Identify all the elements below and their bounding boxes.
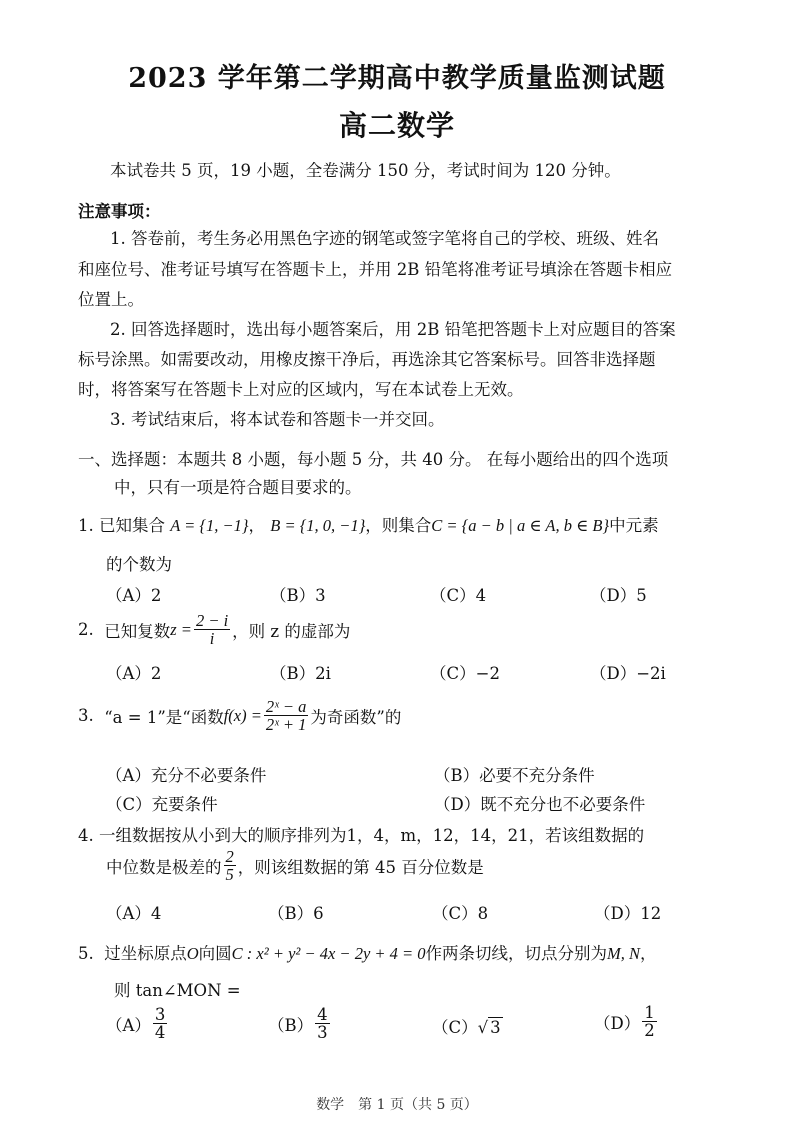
numerator: 3 — [154, 1005, 166, 1024]
intro-text: 本试卷共 5 页，19 小题，全卷满分 150 分，考试时间为 120 分钟。 — [110, 161, 621, 180]
fraction — [153, 1006, 168, 1042]
page-footer: 数学 第 1 页（共 5 页） — [316, 1097, 478, 1113]
fraction — [264, 698, 309, 734]
question-number: 2. — [78, 620, 94, 640]
q5-option-d — [594, 1004, 659, 1040]
function-f: f(x) = — [223, 705, 262, 725]
q4-option-c: （C）8 — [432, 904, 489, 923]
q2-option-b: （B）2i — [270, 664, 331, 683]
question-text: ，则集合 — [365, 516, 432, 535]
q4-option-a: （A）4 — [106, 904, 162, 923]
option-label: （C） — [432, 1018, 478, 1037]
question-text: 一组数据按从小到大的顺序排列为1，4，m，12，14，21，若该组数据的 — [99, 826, 645, 845]
question-number: 1. — [78, 516, 94, 535]
question-5-line-2: 则 tan∠MON = — [114, 981, 241, 1000]
question-text: 已知集合 — [99, 516, 165, 535]
question-text: 已知复数 — [104, 621, 171, 641]
numerator: 2ˣ − a — [265, 697, 307, 716]
exam-title: 2023 学年第二学期高中教学质量监测试题 — [128, 63, 666, 94]
section-1-heading-line-1: 一、选择题：本题共 8 小题，每小题 5 分，共 40 分。 在每小题给出的四个选项 — [78, 450, 669, 469]
q1-option-b: （B）3 — [270, 586, 326, 605]
note-1-line-3: 位置上。 — [78, 290, 144, 309]
q4-option-d: （D）12 — [594, 904, 662, 923]
question-number: 4. — [78, 826, 94, 845]
origin-o: O — [186, 944, 199, 963]
set-c: C = {a − b | a ∈ A, b ∈ B} — [431, 516, 610, 535]
q4-option-b: （B）6 — [268, 904, 324, 923]
denominator: 2ˣ + 1 — [265, 715, 307, 735]
numerator: 2 − i — [195, 611, 229, 630]
section-1-heading-line-2: 中，只有一项是符合题目要求的。 — [114, 478, 362, 497]
q3-option-a: （A）充分不必要条件 — [106, 766, 267, 785]
radicand: 3 — [490, 1018, 501, 1037]
numerator: 1 — [644, 1003, 655, 1022]
q3-option-d: （D）既不充分也不必要条件 — [434, 795, 646, 814]
note-3: 3. 考试结束后，将本试卷和答题卡一并交回。 — [110, 410, 445, 429]
option-label: （A） — [106, 1015, 151, 1035]
q2-option-c: （C）−2 — [430, 664, 500, 683]
subject-title: 高二数学 — [338, 109, 455, 142]
q5-option-b — [268, 1006, 332, 1042]
option-label: （B） — [268, 1015, 314, 1035]
set-a: A = {1, −1} — [170, 516, 249, 535]
question-text: 中元素 — [609, 516, 659, 535]
q2-option-a: （A）2 — [106, 664, 162, 683]
note-2-line-1: 2. 回答选择题时，选出每小题答案后，用 2B 铅笔把答题卡上对应题目的答案 — [110, 320, 676, 339]
question-3-line-1 — [78, 698, 401, 734]
set-b: B = {1, 0, −1} — [270, 516, 366, 535]
question-number: 3. — [78, 706, 94, 726]
q3-option-c: （C）充要条件 — [106, 795, 218, 814]
question-4-line-1 — [78, 822, 644, 846]
denominator: 2 — [644, 1021, 655, 1041]
q1-option-a: （A）2 — [106, 586, 162, 605]
question-text: 作两条切线，切点分别为 — [425, 944, 608, 963]
question-1-line-2: 的个数为 — [106, 555, 172, 574]
sqrt: √ 3 — [477, 1018, 501, 1037]
note-1-line-2: 和座位号、准考证号填写在答题卡上，并用 2B 铅笔将准考证号填涂在答题卡相应 — [78, 260, 673, 279]
q1-option-d: （D）5 — [590, 586, 647, 605]
question-4-line-2 — [106, 848, 484, 884]
q1-option-c: （C）4 — [430, 586, 487, 605]
question-text: 为奇函数”的 — [310, 707, 402, 727]
question-1-line-1: 1. 已知集合 A = {1, −1}， B = {1, 0, −1}，则集合C = {a − b | a ∈ A, b ∈ B}中元素 — [78, 516, 659, 535]
question-text: ，则该组数据的第 45 百分位数是 — [237, 857, 484, 877]
question-text: ， — [640, 944, 657, 963]
fraction — [194, 612, 230, 648]
fraction — [315, 1006, 330, 1042]
denominator: 5 — [225, 865, 234, 885]
denominator: 4 — [154, 1023, 166, 1043]
notes-heading: 注意事项： — [78, 202, 161, 221]
q5-option-c — [432, 1014, 503, 1038]
q2-option-d: （D）−2i — [590, 664, 666, 683]
question-text: 过坐标原点 — [104, 944, 187, 963]
question-5-line-1 — [78, 940, 657, 964]
points-mn: M, N — [607, 944, 641, 963]
note-2-line-2: 标号涂黑。如需要改动，用橡皮擦干净后，再选涂其它答案标号。回答非选择题 — [78, 350, 656, 369]
question-2-line-1 — [78, 612, 350, 648]
question-number: 5. — [78, 944, 94, 963]
circle-equation: C : x² + y² − 4x − 2y + 4 = 0 — [231, 944, 426, 963]
question-text: 中位数是极差的 — [106, 857, 222, 877]
note-2-line-3: 时，将答案写在答题卡上对应的区域内，写在本试卷上无效。 — [78, 380, 524, 399]
question-text: 向圆 — [198, 944, 232, 963]
question-text: ，则 z 的虚部为 — [232, 621, 351, 641]
z-var: z = — [170, 619, 192, 639]
option-label: （D） — [594, 1013, 641, 1033]
fraction — [642, 1004, 657, 1040]
note-1-line-1: 1. 答卷前，考生务必用黑色字迹的钢笔或签字笔将自己的学校、班级、姓名 — [110, 229, 659, 248]
fraction — [224, 848, 236, 884]
question-text: “a = 1”是“函数 — [104, 707, 224, 727]
denominator: 3 — [317, 1023, 328, 1043]
q5-option-a — [106, 1006, 169, 1042]
q3-option-b: （B）必要不充分条件 — [434, 766, 595, 785]
numerator: 4 — [317, 1005, 328, 1024]
denominator: i — [209, 629, 215, 649]
numerator: 2 — [225, 847, 234, 866]
